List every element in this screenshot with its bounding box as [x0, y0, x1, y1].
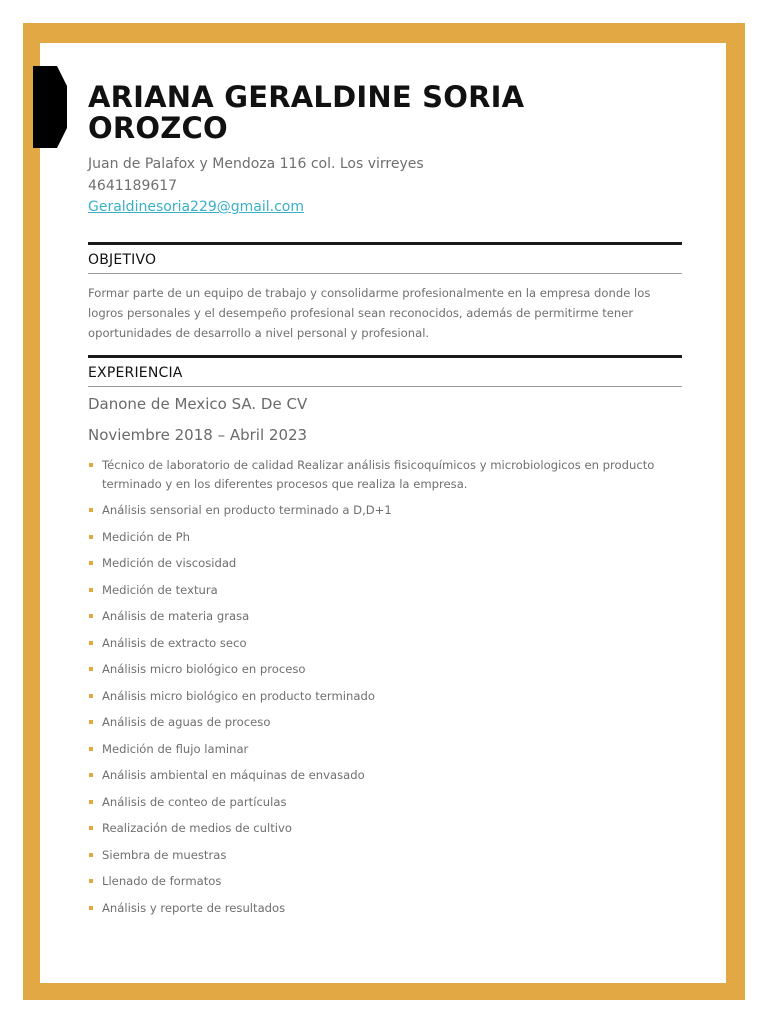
duty-text: Análisis sensorial en producto terminado a D,D+1 — [102, 503, 392, 517]
duty-text: Medición de flujo laminar — [102, 741, 249, 756]
candidate-name — [88, 82, 682, 144]
duty-text: Análisis de materia grasa — [102, 609, 250, 623]
duty-text: Realización de medios de cultivo — [102, 821, 292, 835]
square-bullet-icon — [89, 853, 93, 857]
square-bullet-icon — [89, 694, 93, 698]
square-bullet-icon — [89, 826, 93, 830]
list-item — [88, 713, 682, 732]
duty-text: Análisis micro biológico en proceso — [102, 662, 306, 676]
duty-text: Análisis de conteo de partículas — [102, 794, 287, 809]
list-item — [88, 554, 682, 573]
duty-text: Técnico de laboratorio de calidad Realizar análisis fisicoquímicos y microbiologicos en producto terminado y en los diferentes procesos que realiza la empresa. — [102, 457, 655, 491]
duties-list — [88, 456, 682, 918]
duty-text: Análisis micro biológico en producto terminado — [102, 688, 375, 703]
square-bullet-icon — [89, 667, 93, 671]
duty-text: Análisis ambiental en máquinas de envasado — [102, 768, 365, 782]
header-tab-marker — [33, 66, 67, 148]
company-name: Danone de Mexico SA. De CV — [88, 394, 308, 413]
duty-text: Medición de viscosidad — [102, 556, 237, 570]
list-item — [88, 872, 682, 891]
phone: 4641189617 — [88, 177, 178, 194]
square-bullet-icon — [89, 561, 93, 565]
duty-text: Análisis de aguas de proceso — [102, 715, 271, 729]
square-bullet-icon — [89, 508, 93, 512]
list-item — [88, 501, 682, 520]
square-bullet-icon — [89, 535, 93, 539]
list-item — [88, 687, 682, 706]
square-bullet-icon — [89, 800, 93, 804]
email-link[interactable]: Geraldinesoria229@gmail.com — [88, 199, 304, 215]
list-item — [88, 581, 682, 600]
objective-text: Formar parte de un equipo de trabajo y consolidarme profesionalmente en la empresa donde los logros personales y el desempeño profesional sean reconocidos, además de permitirme tener oportunidades de desarrollo a nivel personal y profesional. — [88, 285, 651, 340]
list-item — [88, 607, 682, 626]
square-bullet-icon — [89, 906, 93, 910]
list-item — [88, 766, 682, 785]
objective-heading: OBJETIVO — [88, 242, 682, 274]
square-bullet-icon — [89, 747, 93, 751]
experience-section — [88, 355, 682, 918]
list-item — [88, 456, 682, 494]
duty-text: Análisis de extracto seco — [102, 635, 247, 650]
list-item — [88, 528, 682, 547]
resume-content — [88, 82, 682, 925]
duty-text: Análisis y reporte de resultados — [102, 900, 286, 915]
duty-text: Siembra de muestras — [102, 847, 227, 862]
list-item — [88, 846, 682, 865]
duty-text: Medición de Ph — [102, 529, 190, 544]
experience-heading: EXPERIENCIA — [88, 355, 682, 387]
square-bullet-icon — [89, 879, 93, 883]
square-bullet-icon — [89, 588, 93, 592]
list-item — [88, 634, 682, 653]
square-bullet-icon — [89, 614, 93, 618]
square-bullet-icon — [89, 463, 93, 467]
list-item — [88, 819, 682, 838]
square-bullet-icon — [89, 641, 93, 645]
list-item — [88, 899, 682, 918]
candidate-name-line1: ARIANA GERALDINE SORIA — [88, 80, 525, 114]
list-item — [88, 740, 682, 759]
square-bullet-icon — [89, 773, 93, 777]
list-item — [88, 793, 682, 812]
contact-info — [88, 154, 682, 219]
square-bullet-icon — [89, 720, 93, 724]
address: Juan de Palafox y Mendoza 116 col. Los virreyes — [88, 156, 424, 172]
objective-section — [88, 242, 682, 343]
duty-text: Medición de textura — [102, 582, 218, 597]
employment-period: Noviembre 2018 – Abril 2023 — [88, 425, 308, 444]
candidate-name-line2: OROZCO — [88, 111, 228, 145]
duty-text: Llenado de formatos — [102, 874, 222, 888]
list-item — [88, 660, 682, 679]
